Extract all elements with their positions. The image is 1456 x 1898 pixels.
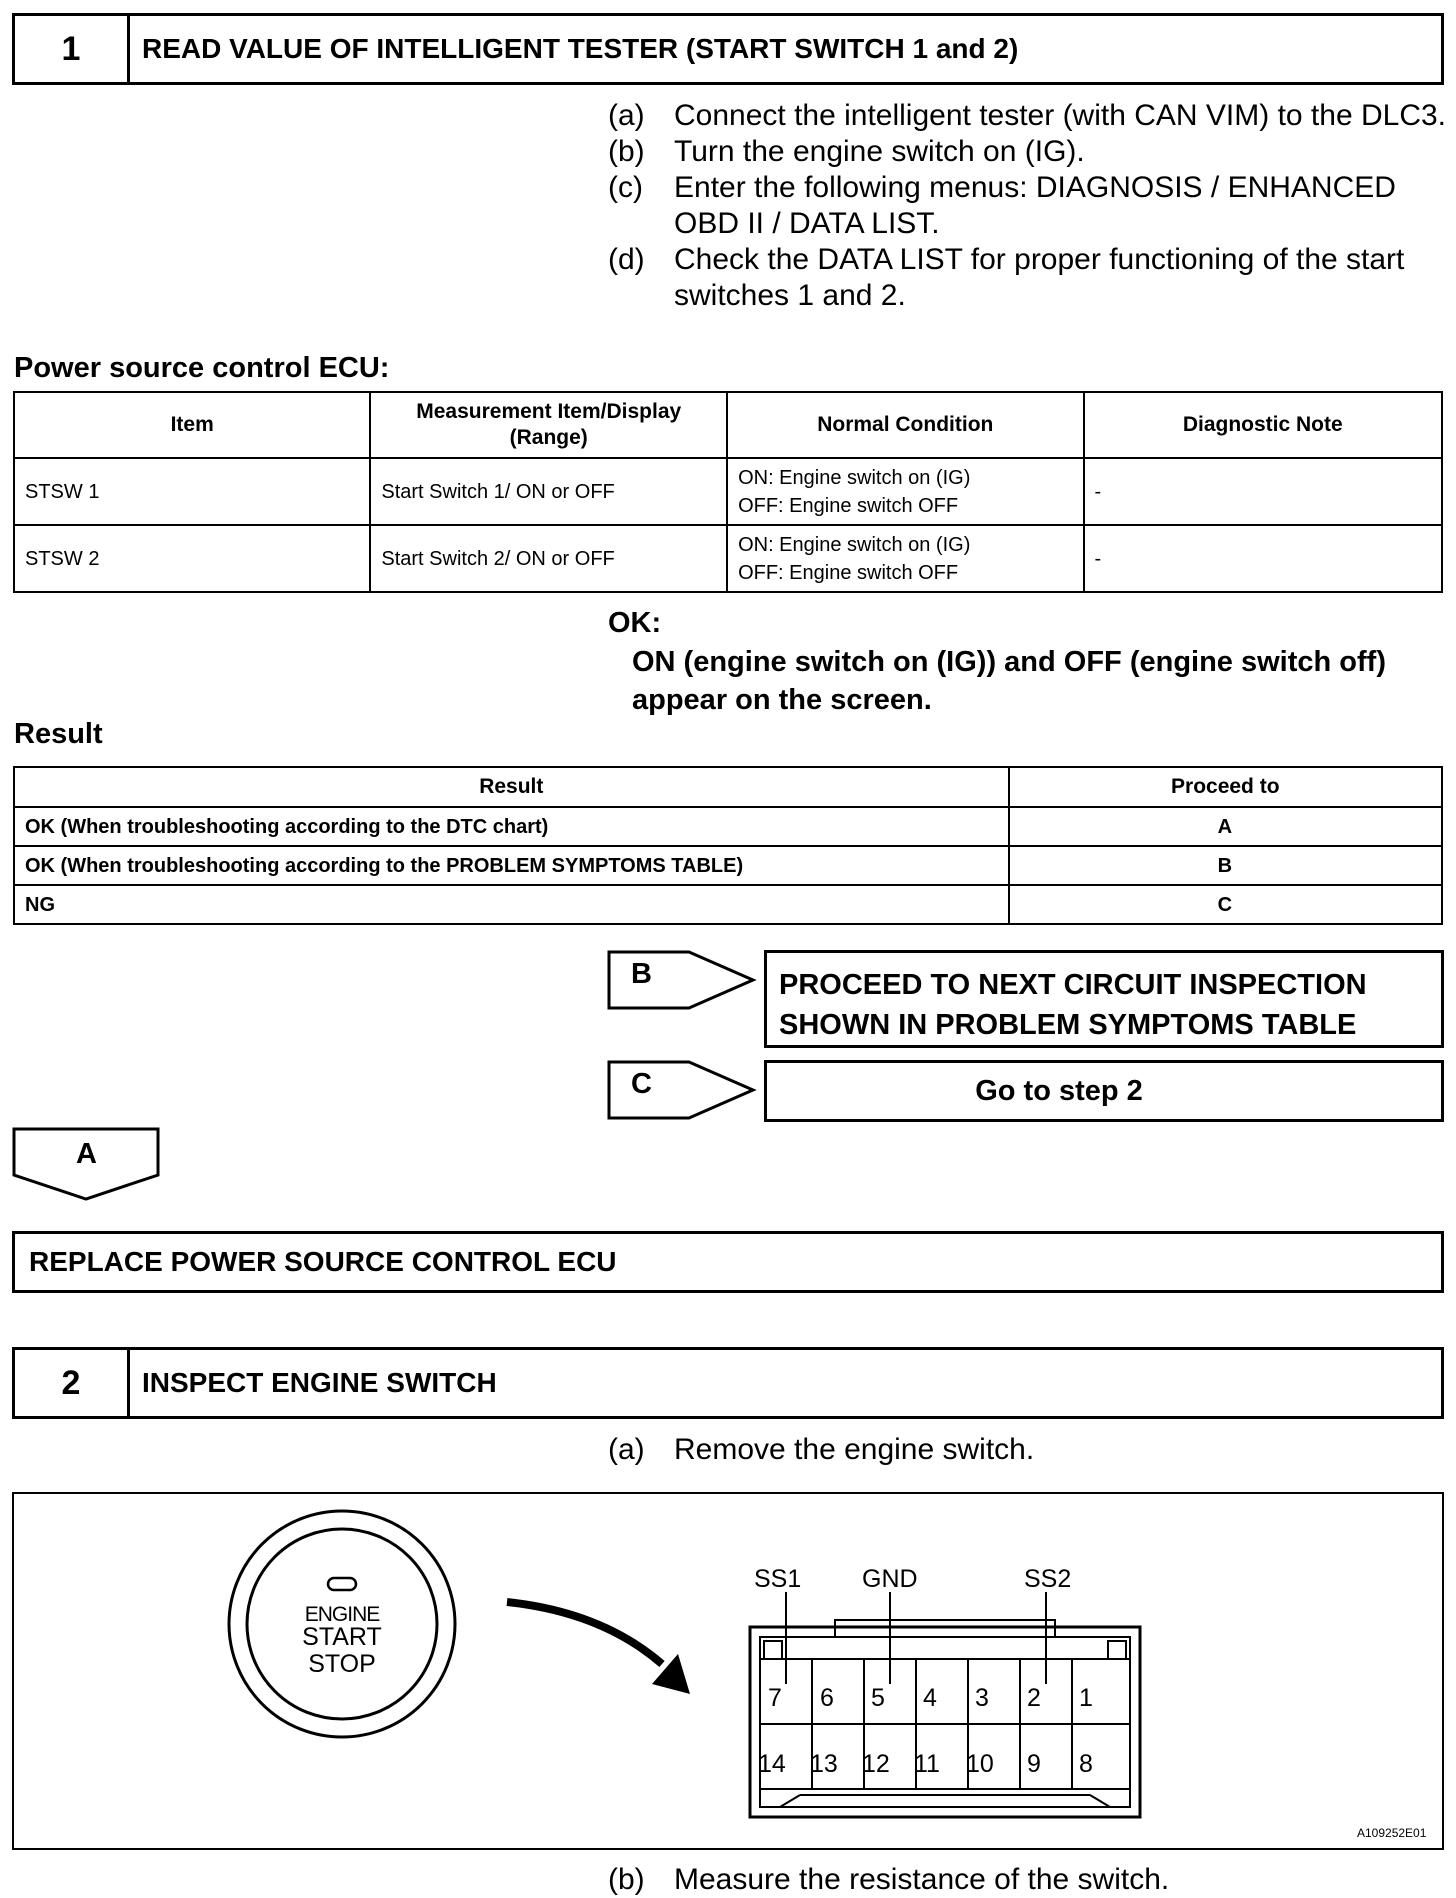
button-label-engine: ENGINE (304, 1603, 380, 1626)
branch-b-line-2: SHOWN IN PROBLEM SYMPTOMS TABLE (779, 1009, 1357, 1041)
instruction-label: (c) (608, 171, 643, 204)
replace-ecu-text: REPLACE POWER SOURCE CONTROL ECU (29, 1246, 617, 1277)
normal-off: OFF: Engine switch OFF (738, 561, 959, 584)
cell-proceed: C (1009, 885, 1442, 924)
pin-number: 4 (923, 1684, 937, 1712)
pin-number: 8 (1079, 1750, 1093, 1778)
branch-b-arrow-icon (607, 950, 757, 1010)
step-1-number: 1 (15, 16, 130, 82)
branch-b-line-1: PROCEED TO NEXT CIRCUIT INSPECTION (779, 969, 1367, 1001)
header-proceed: Proceed to (1009, 767, 1442, 807)
curved-arrow-icon (507, 1602, 690, 1694)
branch-c-text: Go to step 2 (975, 1074, 1143, 1107)
cell-result: OK (When troubleshooting according to the PROBLEM SYMPTOMS TABLE) (14, 846, 1009, 885)
pin-number: 9 (1027, 1750, 1041, 1778)
pin-number: 1 (1079, 1684, 1093, 1712)
branch-b-label: B (631, 958, 652, 990)
instruction-label: (b) (608, 135, 645, 168)
cell-measurement: Start Switch 2/ ON or OFF (370, 525, 727, 592)
cell-note: - (1084, 458, 1443, 525)
instruction-row (608, 1862, 1454, 1898)
terminal-label-ss2: SS2 (1024, 1565, 1072, 1593)
instruction-c (608, 170, 1454, 242)
instruction-label: (a) (608, 1433, 645, 1466)
ok-label: OK: (608, 607, 662, 639)
step-2-number: 2 (15, 1350, 130, 1416)
cell-result: OK (When troubleshooting according to the DTC chart) (14, 807, 1009, 846)
table-row (14, 525, 1442, 592)
normal-off: OFF: Engine switch OFF (738, 494, 959, 517)
terminal-label-ss1: SS1 (754, 1565, 802, 1593)
instruction-text: Enter the following menus: DIAGNOSIS / ENHANCED OBD II / DATA LIST. (674, 171, 1396, 240)
header-measurement: Measurement Item/Display (Range) (370, 392, 727, 458)
cell-measurement: Start Switch 1/ ON or OFF (370, 458, 727, 525)
cell-normal-condition (727, 458, 1083, 525)
pin-number: 5 (871, 1684, 885, 1712)
branch-c-box (764, 1060, 1444, 1122)
header-result: Result (14, 767, 1009, 807)
pin-number: 12 (862, 1750, 890, 1778)
pin-number: 7 (768, 1684, 782, 1712)
header-item: Item (14, 392, 370, 458)
button-label-stop: STOP (308, 1650, 376, 1678)
cell-proceed: B (1009, 846, 1442, 885)
cell-proceed: A (1009, 807, 1442, 846)
step-2-instruction-b (608, 1862, 1454, 1898)
step-1-instructions (608, 98, 1454, 314)
table-row (14, 458, 1442, 525)
step-2-header (12, 1347, 1444, 1419)
normal-on: ON: Engine switch on (IG) (738, 466, 971, 489)
instruction-text: Check the DATA LIST for proper functioning of the start switches 1 and 2. (674, 243, 1405, 312)
branch-b-box (764, 950, 1444, 1048)
normal-on: ON: Engine switch on (IG) (738, 533, 971, 556)
pin-number: 13 (810, 1750, 838, 1778)
instruction-text: Measure the resistance of the switch. (674, 1863, 1170, 1896)
instruction-text: Connect the intelligent tester (with CAN VIM) to the DLC3. (674, 99, 1447, 132)
button-label-start: START (302, 1623, 382, 1651)
step-1-title: READ VALUE OF INTELLIGENT TESTER (START SWITCH 1 and 2) (142, 33, 1019, 64)
step-1-header (12, 13, 1444, 85)
step-2-instruction-a (608, 1432, 1454, 1468)
table-row (14, 807, 1442, 846)
step-2-title: INSPECT ENGINE SWITCH (142, 1367, 497, 1398)
table-header-row (14, 767, 1442, 807)
pin-number: 14 (758, 1750, 786, 1778)
figure-id: A109252E01 (1357, 1826, 1427, 1840)
instruction-b (608, 134, 1454, 170)
cell-item: STSW 1 (14, 458, 370, 525)
pin-row-top (760, 1684, 1130, 1714)
instruction-label: (b) (608, 1863, 645, 1896)
branch-c-arrow-icon (607, 1060, 757, 1120)
terminal-label-gnd: GND (862, 1565, 918, 1593)
table-row (14, 846, 1442, 885)
instruction-text: Remove the engine switch. (674, 1433, 1035, 1466)
table-row (14, 885, 1442, 924)
pin-number: 11 (914, 1750, 940, 1778)
pin-number: 2 (1027, 1684, 1041, 1712)
table-header-row (14, 392, 1442, 458)
pin-row-bottom (760, 1750, 1130, 1780)
cell-result: NG (14, 885, 1009, 924)
result-table (13, 766, 1443, 925)
pin-number: 3 (975, 1684, 989, 1712)
engine-switch-illustration (12, 1492, 1444, 1850)
ecu-data-table (13, 391, 1443, 593)
instruction-d (608, 242, 1454, 314)
branch-a-label: A (76, 1138, 97, 1170)
result-table-caption: Result (14, 718, 103, 750)
replace-ecu-box (12, 1231, 1444, 1293)
cell-note: - (1084, 525, 1443, 592)
cell-normal-condition (727, 525, 1083, 592)
ecu-table-caption: Power source control ECU: (14, 352, 390, 384)
cell-item: STSW 2 (14, 525, 370, 592)
pin-number: 6 (820, 1684, 834, 1712)
instruction-row (608, 1432, 1454, 1468)
instruction-text: Turn the engine switch on (IG). (674, 135, 1085, 168)
instruction-label: (d) (608, 243, 645, 276)
instruction-a (608, 98, 1454, 134)
instruction-label: (a) (608, 99, 645, 132)
pin-number: 10 (966, 1750, 994, 1778)
ok-text: ON (engine switch on (IG)) and OFF (engine switch off) appear on the screen. (632, 646, 1386, 716)
header-normal-condition: Normal Condition (727, 392, 1083, 458)
header-diagnostic-note: Diagnostic Note (1084, 392, 1443, 458)
branch-c-label: C (631, 1068, 652, 1100)
